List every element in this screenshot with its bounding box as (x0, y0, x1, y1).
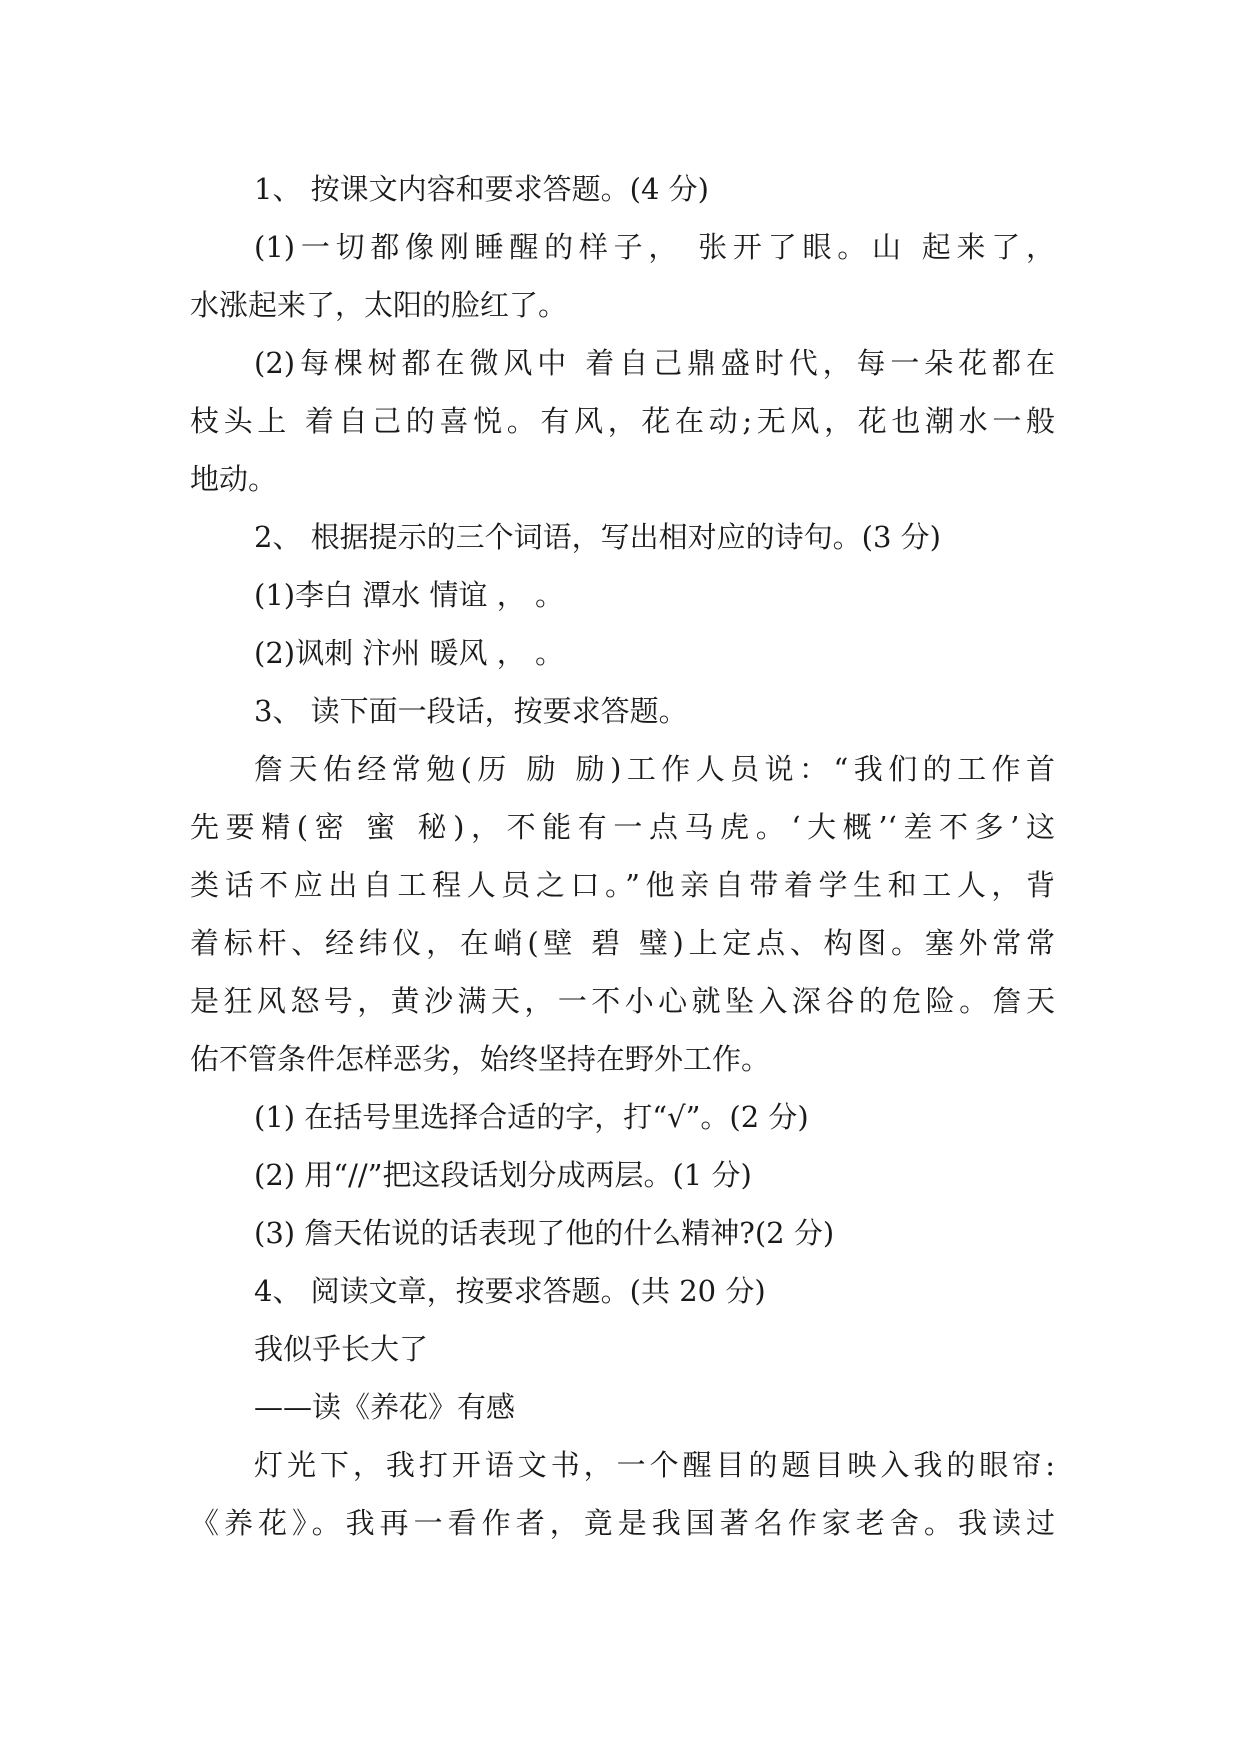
text-line: 2、 根据提示的三个词语，写出相对应的诗句。(3 分) (254, 520, 941, 554)
text-line: 地动。 (190, 462, 278, 496)
text-line: 4、 阅读文章，按要求答题。(共 20 分) (254, 1274, 766, 1308)
text-line: 我似乎长大了 (254, 1332, 429, 1366)
text-line: 水涨起来了，太阳的脸红了。 (190, 288, 568, 322)
text-line: 詹天佑经常勉(历 励 励)工作人员说：“我们的工作首 (254, 752, 1055, 786)
text-line: (1)一切都像刚睡醒的样子， 张开了眼。山 起来了， (254, 230, 1055, 264)
text-line: (2)讽刺 汴州 暖风 ， 。 (254, 636, 564, 670)
text-line: (1) 在括号里选择合适的字，打“√”。(2 分) (254, 1100, 809, 1134)
text-line: 着标杆、经纬仪，在峭(壁 碧 璧)上定点、构图。塞外常常 (190, 926, 1055, 960)
text-line: (3) 詹天佑说的话表现了他的什么精神?(2 分) (254, 1216, 835, 1250)
document-body (190, 160, 1055, 1552)
text-line: 灯光下，我打开语文书，一个醒目的题目映入我的眼帘: (254, 1448, 1055, 1482)
text-line: 枝头上 着自己的喜悦。有风，花在动;无风，花也潮水一般 (190, 404, 1055, 438)
text-line: (2)每棵树都在微风中 着自己鼎盛时代，每一朵花都在 (254, 346, 1055, 380)
text-line: 3、 读下面一段话，按要求答题。 (254, 694, 688, 728)
text-line: ——读《养花》有感 (254, 1390, 516, 1424)
text-line: 是狂风怒号，黄沙满天，一不小心就坠入深谷的危险。詹天 (190, 984, 1055, 1018)
text-line: 先要精(密 蜜 秘)，不能有一点马虎。‘大概’‘差不多’这 (190, 810, 1055, 844)
text-line: 1、 按课文内容和要求答题。(4 分) (254, 172, 709, 206)
text-line: 《养花》。我再一看作者，竟是我国著名作家老舍。我读过 (190, 1506, 1055, 1540)
text-line: (2) 用“//”把这段话划分成两层。(1 分) (254, 1158, 752, 1192)
text-line: (1)李白 潭水 情谊 ， 。 (254, 578, 564, 612)
text-line: 佑不管条件怎样恶劣，始终坚持在野外工作。 (190, 1042, 771, 1076)
text-line: 类话不应出自工程人员之口。”他亲自带着学生和工人，背 (190, 868, 1055, 902)
